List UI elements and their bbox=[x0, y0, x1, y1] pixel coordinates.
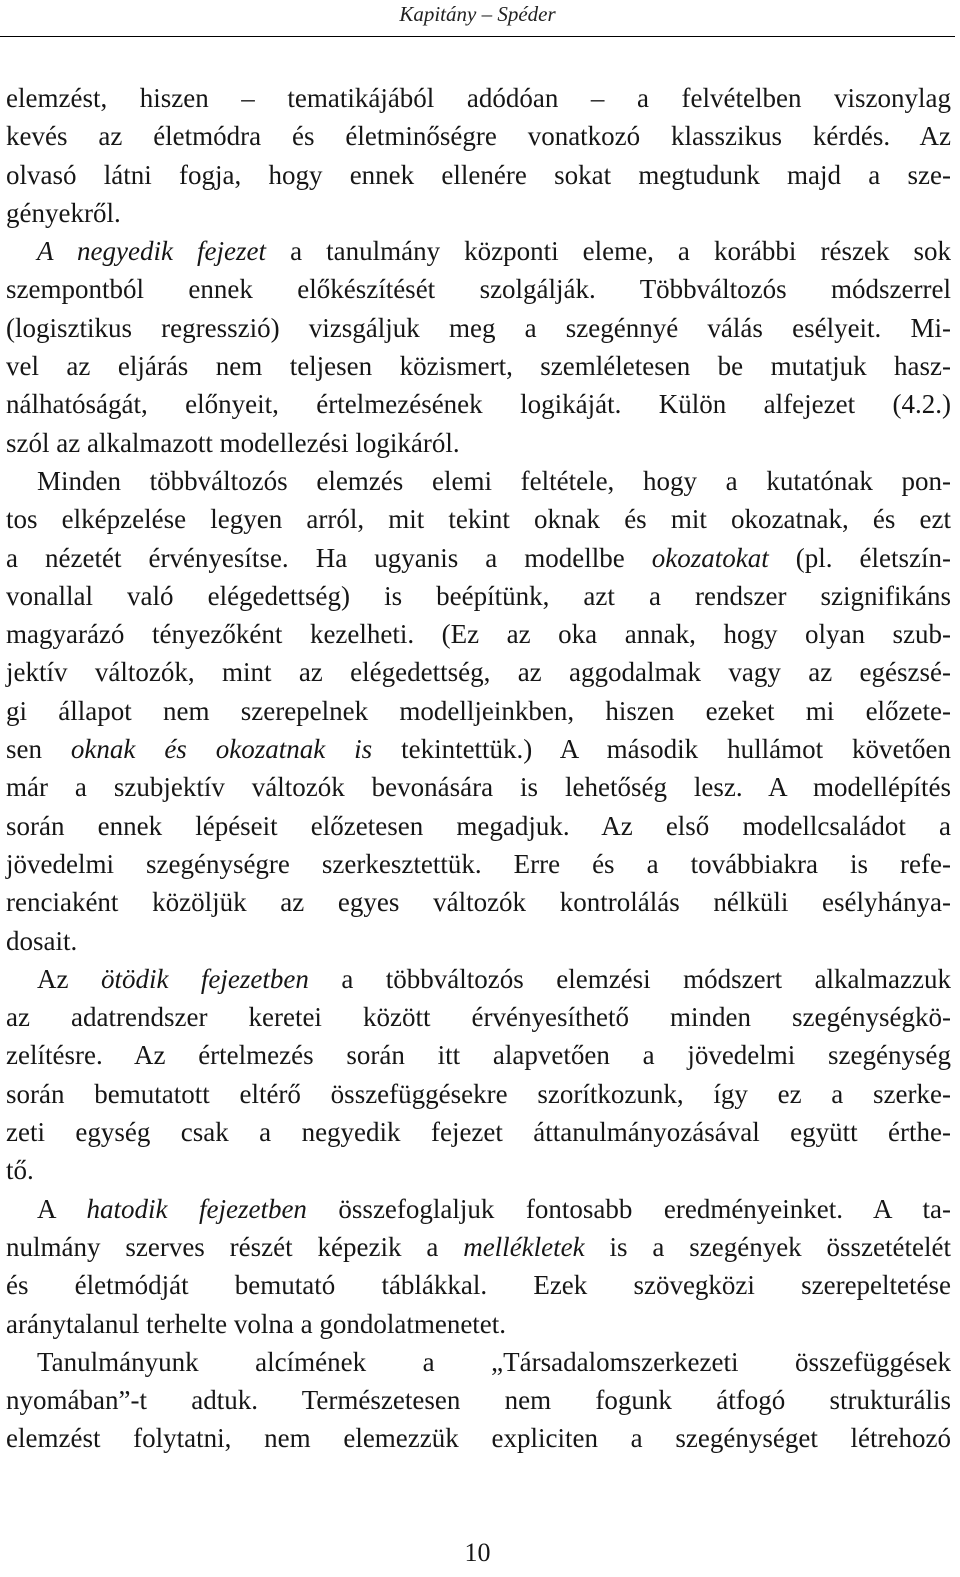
text-line: Tanulmányunk alcímének a „Társadalomszerkezeti összefüggések bbox=[37, 1346, 951, 1377]
text-line-rest: a tanulmány központi eleme, a korábbi részek sok bbox=[266, 236, 951, 267]
text-line: A hatodik fejezetben összefoglaljuk fontosabb eredményeinket. A ta- bbox=[37, 1193, 951, 1224]
text-line: szempontból ennek előkészítését szolgálják. Többváltozós módszerrel bbox=[6, 274, 951, 305]
text-line: szól az alkalmazott modellezési logikáról. bbox=[6, 427, 460, 458]
text-line: Minden többváltozós elemzés elemi feltétele, hogy a kutatónak pon- bbox=[37, 465, 951, 496]
text-line: tő. bbox=[6, 1155, 34, 1186]
italic-phrase: hatodik fejezetben bbox=[86, 1193, 307, 1224]
text-line: nulmány szerves részét képezik a mellékletek is a szegények összetételét bbox=[6, 1231, 951, 1262]
italic-phrase: oknak és okozatnak is bbox=[70, 734, 373, 765]
text-line: elemzést, hiszen – tematikájából adódóan – a felvételben viszonylag bbox=[6, 83, 951, 113]
text-line: magyarázó tényezőként kezelheti. (Ez az oka annak, hogy olyan szub- bbox=[6, 619, 951, 650]
header-rule bbox=[0, 36, 955, 37]
italic-phrase: ötödik fejezetben bbox=[100, 963, 309, 994]
text-line: és életmódját bemutató táblákkal. Ezek szövegközi szerepeltetése bbox=[6, 1270, 951, 1301]
page-number: 10 bbox=[464, 1538, 491, 1567]
text-line: elemzést folytatni, nem elemezzük expliciten a szegénységet létrehozó bbox=[6, 1423, 951, 1454]
text-line: Az ötödik fejezetben a többváltozós elemzési módszert alkalmazzuk bbox=[37, 963, 951, 994]
running-header bbox=[0, 0, 960, 38]
italic-phrase: mellékletek bbox=[463, 1231, 585, 1262]
text-line: vel az eljárás nem teljesen közismert, szemléletesen be mutatjuk hasz- bbox=[6, 351, 951, 382]
text-line: az adatrendszer keretei között érvényesíthető minden szegénységkö- bbox=[6, 1002, 951, 1033]
text-line: (logisztikus regresszió) vizsgáljuk meg a szegénnyé válás esélyeit. Mi- bbox=[6, 312, 951, 343]
text-line: renciaként közöljük az egyes változók kontrolálás nélküli esélyhánya- bbox=[6, 887, 951, 918]
text-line: jövedelmi szegénységre szerkesztettük. Erre és a továbbiakra is refe- bbox=[6, 848, 951, 879]
text-line: tos elképzelése legyen arról, mit tekint oknak és mit okozatnak, és ezt bbox=[6, 504, 951, 535]
text-line bbox=[6, 232, 951, 270]
text-line: zelítésre. Az értelmezés során itt alapvetően a jövedelmi szegénység bbox=[6, 1040, 951, 1071]
text-line: a nézetét érvényesítse. Ha ugyanis a modellbe okozatokat (pl. életszín- bbox=[6, 542, 951, 573]
italic-phrase: A negyedik fejezet bbox=[37, 236, 267, 267]
text-line: gi állapot nem szerepelnek modelljeinkben, hiszen ezeket mi előzete- bbox=[6, 695, 951, 726]
text-line: jektív változók, mint az elégedettség, az aggodalmak vagy az egészsé- bbox=[6, 657, 951, 688]
text-line: olvasó látni fogja, hogy ennek ellenére sokat megtudunk majd a sze- bbox=[6, 159, 951, 190]
text-line: gényekről. bbox=[6, 197, 121, 228]
text-line: zeti egység csak a negyedik fejezet áttanulmányozásával együtt érthe- bbox=[6, 1117, 951, 1148]
text-line: sen oknak és okozatnak is tekintettük.) A második hullámot követően bbox=[6, 734, 951, 765]
text-line: nyomában”-t adtuk. Természetesen nem fogunk átfogó strukturális bbox=[6, 1385, 951, 1416]
text-line: során ennek lépéseit előzetesen megadjuk. Az első modellcsaládot a bbox=[6, 810, 951, 841]
text-line: nálhatóságát, előnyeit, értelmezésének logikáját. Külön alfejezet (4.2.) bbox=[6, 389, 951, 420]
text-line: során bemutatott eltérő összefüggésekre szorítkozunk, így ez a szerke- bbox=[6, 1078, 951, 1109]
text-line: már a szubjektív változók bevonására is lehetőség lesz. A modellépítés bbox=[6, 772, 951, 803]
text-line: vonallal való elégedettség) is beépítünk, azt a rendszer szignifikáns bbox=[6, 580, 951, 611]
body-text bbox=[6, 79, 951, 1458]
text-line: dosait. bbox=[6, 925, 78, 956]
italic-phrase: okozatokat bbox=[651, 542, 769, 573]
text-line: kevés az életmódra és életminőségre vonatkozó klasszikus kérdés. Az bbox=[6, 121, 951, 152]
header-title: Kapitány – Spéder bbox=[399, 2, 556, 26]
text-line: aránytalanul terhelte volna a gondolatmenetet. bbox=[6, 1308, 507, 1339]
